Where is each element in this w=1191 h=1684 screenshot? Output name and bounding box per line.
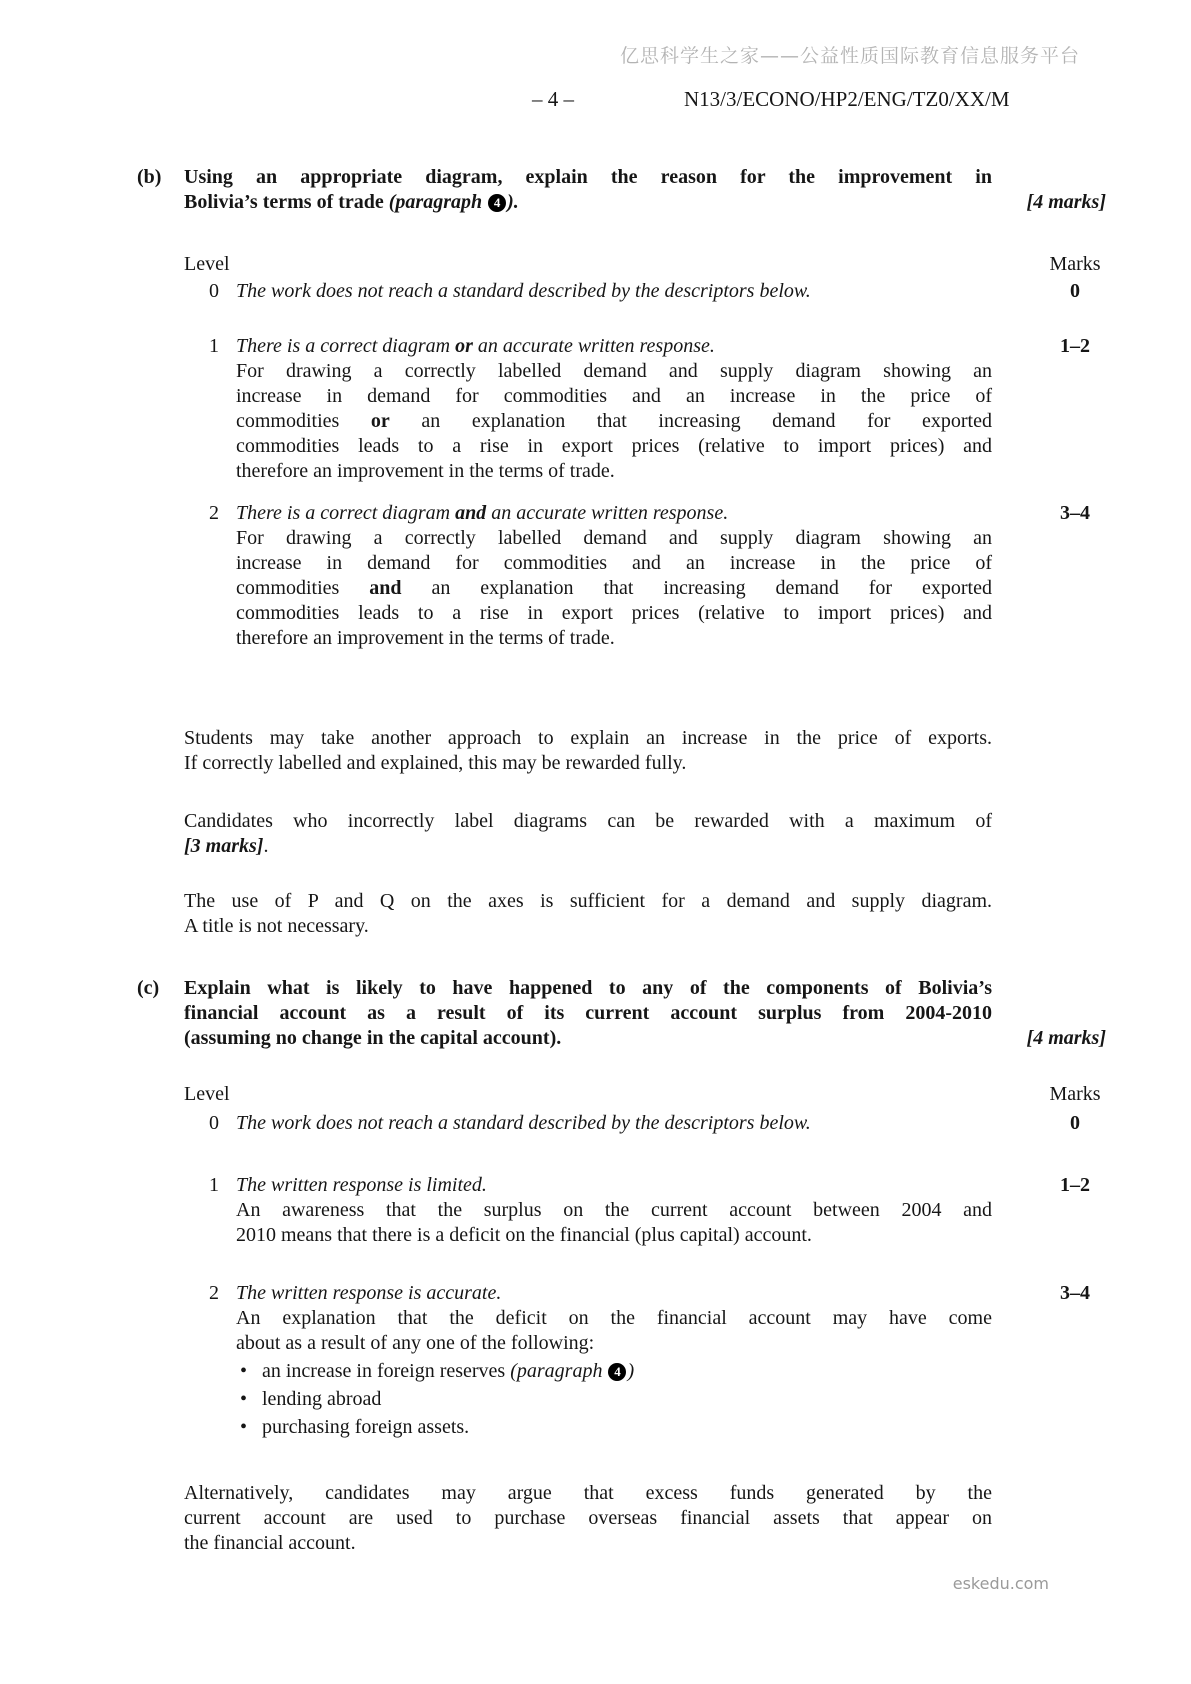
level-row [137, 1281, 1106, 1440]
text-line [184, 914, 992, 939]
text-line [184, 751, 992, 776]
text-segment: The work does not reach a standard described by the descriptors below. [236, 280, 811, 302]
text-segment: or [455, 335, 473, 357]
text-segment: (assuming no change in the capital account). [184, 1027, 562, 1049]
text-segment: (paragraph [510, 1360, 608, 1382]
text-segment: about as a result of any one of the following: [236, 1332, 595, 1354]
text-segment: lending abroad [262, 1388, 382, 1410]
site-banner: 亿思科学生之家——公益性质国际教育信息服务平台 [620, 45, 1081, 67]
text-segment: ). [507, 191, 519, 213]
bullet-icon: • [240, 1360, 248, 1382]
text-segment: an accurate written response. [486, 502, 729, 524]
text-segment: commodities leads to a rise in export prices (relative to import prices) and [236, 602, 992, 624]
question-c-marks: [4 marks] [1026, 1027, 1106, 1049]
level-number: 1 [209, 335, 219, 357]
question-b-marker: (b) [137, 166, 162, 188]
text-segment: purchasing foreign assets. [262, 1416, 470, 1438]
text-segment: 2010 means that there is a deficit on the financial (plus capital) account. [236, 1224, 812, 1246]
text-segment: Candidates who incorrectly label diagrams can be rewarded with a maximum of [184, 810, 992, 832]
text-line [236, 551, 992, 576]
level-row [137, 334, 1106, 484]
bullet-item [236, 1387, 992, 1412]
text-segment: [3 marks] [184, 835, 264, 857]
level-marks: 0 [1070, 280, 1080, 302]
text-segment: The work does not reach a standard described by the descriptors below. [236, 1112, 811, 1134]
text-segment: current account are used to purchase overseas financial assets that appear on [184, 1507, 992, 1529]
text-segment: commodities [236, 577, 370, 599]
question-b-text [184, 165, 992, 215]
text-line [236, 626, 992, 651]
level-number: 0 [209, 1112, 219, 1134]
text-line [236, 434, 992, 459]
text-segment: an explanation that increasing demand for exported [401, 577, 992, 599]
text-segment: For drawing a correctly labelled demand and supply diagram showing an [236, 360, 992, 382]
note-paragraph [184, 889, 992, 939]
text-line [184, 165, 992, 190]
question-c-row [137, 976, 1106, 1051]
level-row [137, 1173, 1106, 1248]
text-segment: an increase in foreign reserves [262, 1360, 511, 1382]
level-descriptor [236, 334, 992, 484]
text-segment: Alternatively, candidates may argue that excess funds generated by the [184, 1482, 992, 1504]
level-table-header-b [184, 252, 1106, 277]
text-segment: therefore an improvement in the terms of trade. [236, 627, 615, 649]
text-segment: and [455, 502, 487, 524]
text-line [184, 1001, 992, 1026]
level-descriptor [236, 1173, 992, 1248]
circled-4-icon: 4 [488, 194, 506, 212]
text-segment: therefore an improvement in the terms of trade. [236, 460, 615, 482]
level-descriptor [236, 279, 992, 304]
watermark: eskedu.com [952, 1574, 1049, 1593]
level-descriptor [236, 501, 992, 651]
level-marks: 0 [1070, 1112, 1080, 1134]
bullet-icon: • [240, 1388, 248, 1410]
text-segment: There is a correct diagram [236, 502, 456, 524]
text-line [184, 834, 992, 859]
question-c-text [184, 976, 992, 1051]
level-number: 0 [209, 280, 219, 302]
level-number: 1 [209, 1174, 219, 1196]
text-segment: or [370, 410, 390, 432]
bullet-item [236, 1415, 992, 1440]
text-line [236, 409, 992, 434]
text-segment: increase in demand for commodities and an increase in the price of [236, 552, 992, 574]
text-segment: financial account as a result of its current account surplus from 2004-2010 [184, 1002, 992, 1024]
text-line [236, 576, 992, 601]
text-segment: Explain what is likely to have happened to any of the components of Bolivia’s [184, 977, 992, 999]
text-segment: (paragraph [388, 191, 488, 213]
text-line [236, 526, 992, 551]
text-segment: A title is not necessary. [184, 915, 369, 937]
text-line [184, 190, 992, 215]
text-segment: . [263, 835, 269, 857]
text-segment: The written response is accurate. [236, 1282, 502, 1304]
question-b-marks: [4 marks] [1026, 191, 1106, 213]
level-marks: 1–2 [1060, 335, 1090, 357]
level-row [137, 279, 1106, 304]
text-segment: Using an appropriate diagram, explain the reason for the improvement in [184, 166, 992, 188]
text-line [236, 384, 992, 409]
text-segment: the financial account. [184, 1532, 356, 1554]
level-descriptor [236, 1111, 992, 1136]
level-row [137, 1111, 1106, 1136]
text-segment: The written response is limited. [236, 1174, 487, 1196]
text-line [184, 1531, 992, 1556]
text-segment: commodities leads to a rise in export prices (relative to import prices) and [236, 435, 992, 457]
text-segment: an accurate written response. [472, 335, 715, 357]
note-paragraph [184, 809, 992, 859]
question-b-row [137, 165, 1106, 215]
level-marks: 3–4 [1060, 502, 1090, 524]
text-line [184, 809, 992, 834]
level-column-header: Level [184, 1083, 230, 1105]
text-segment: If correctly labelled and explained, this may be rewarded fully. [184, 752, 687, 774]
text-line [184, 976, 992, 1001]
text-segment: increase in demand for commodities and an increase in the price of [236, 385, 992, 407]
text-segment: Bolivia’s terms of trade [184, 191, 389, 213]
note-paragraph [184, 726, 992, 776]
text-line [184, 1026, 992, 1051]
text-segment: An awareness that the surplus on the current account between 2004 and [236, 1199, 992, 1221]
level-number: 2 [209, 1282, 219, 1304]
text-segment: and [369, 577, 402, 599]
bullet-icon: • [240, 1416, 248, 1438]
level-marks: 1–2 [1060, 1174, 1090, 1196]
level-number: 2 [209, 502, 219, 524]
level-descriptor [236, 1281, 992, 1440]
text-segment: The use of P and Q on the axes is sufficient for a demand and supply diagram. [184, 890, 992, 912]
text-line [236, 1223, 992, 1248]
text-line [236, 1111, 992, 1136]
text-line [236, 601, 992, 626]
text-line [236, 334, 992, 359]
paper-code: N13/3/ECONO/HP2/ENG/TZ0/XX/M [684, 87, 1010, 111]
level-column-header: Level [184, 253, 230, 275]
text-segment: There is a correct diagram [236, 335, 456, 357]
bullet-item [236, 1359, 992, 1384]
text-line [236, 359, 992, 384]
note-paragraph [184, 1481, 992, 1556]
text-line [236, 1173, 992, 1198]
text-line [236, 1306, 992, 1331]
text-line [236, 1281, 992, 1306]
level-row [137, 501, 1106, 651]
level-table-header-c [184, 1082, 1106, 1107]
marks-column-header: Marks [1049, 253, 1101, 275]
header-spacer [230, 1082, 992, 1107]
text-line [236, 279, 992, 304]
text-segment: For drawing a correctly labelled demand and supply diagram showing an [236, 527, 992, 549]
header-spacer [230, 252, 992, 277]
text-line [184, 1506, 992, 1531]
text-segment: An explanation that the deficit on the financial account may have come [236, 1307, 992, 1329]
text-line [236, 1331, 992, 1356]
text-line [184, 889, 992, 914]
circled-4-icon: 4 [608, 1363, 626, 1381]
question-c-marker: (c) [137, 977, 160, 999]
text-segment: Students may take another approach to explain an increase in the price of exports. [184, 727, 992, 749]
text-line [184, 1481, 992, 1506]
text-line [184, 726, 992, 751]
text-segment: commodities [236, 410, 371, 432]
text-line [236, 459, 992, 484]
text-segment: ) [627, 1360, 635, 1382]
level-marks: 3–4 [1060, 1282, 1090, 1304]
text-line [236, 1198, 992, 1223]
marks-column-header: Marks [1049, 1083, 1101, 1105]
page-number: – 4 – [532, 87, 574, 111]
text-segment: an explanation that increasing demand for exported [389, 410, 992, 432]
text-line [236, 501, 992, 526]
